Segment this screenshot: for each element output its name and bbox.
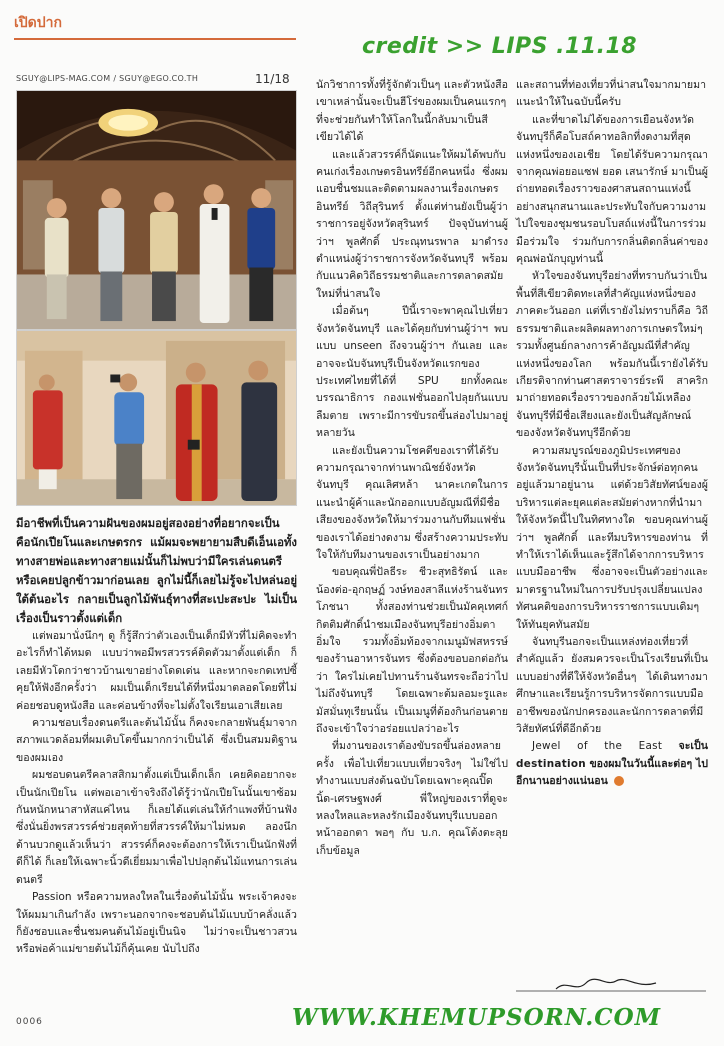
closing-thai-1: จะเป็น xyxy=(678,740,708,753)
page-number: 11/18 xyxy=(255,72,290,86)
closing-thai-2: ของผมในวันนี้และต่อๆ ไปอีกนานอย่างแน่นอน xyxy=(516,757,709,788)
signature-icon xyxy=(516,975,706,997)
body-paragraph: Passion หรือความหลงใหลในเรื่องต้นไม้นั้น พระเจ้าคงจะให้ผมมาเกินกำลัง เพราะนอกจากจะชอบต้นไม้แบบบ้าคลั่งแล้ว ก็ยังชอบและชื่นชมคนต้นไม้อยู่เป็นนิจ ไม่ว่าจะเป็นชาวสวนหรือพ่อค้าแม่ขายต้นไม้ก็คุ้นเคย นับไปถึง xyxy=(16,891,297,956)
body-paragraph: ผมชอบดนตรีคลาสสิกมาตั้งแต่เป็นเด็กเล็ก เคยคิดอยากจะเป็นนักเปียโน แต่พอเอาเข้าจริงถึงได้รู้ว่านักเปียโนนั้นเขาซ้อมกันหนักหนาสาหัสแค่ไหน ก็เลยได้แต่เล่นให้กำแพงที่บ้านฟัง ซึ่งนั่นยิ่งพรสวรรค์ช่วยสุดท้ายที่สวรรค์ให้มาไม่หมด ลองนึกด้านบวกดูแล้วเห็นว่า สวรรค์ก็คงจะต้องการให้เราเป็นนักฟังที่ดีก็ได้ ก็เลยให้เฉพาะนิ้วดีเยี่ยมมาเพื่อไปปลุกต้นไม้แทนการเล่นดนตรี xyxy=(16,769,297,886)
closing-english: Jewel of the East xyxy=(532,740,663,753)
body-paragraph: จันทบุรีนอกจะเป็นแหล่งท่องเที่ยวที่สำคัญแล้ว ยังสมควรจะเป็นโรงเรียนที่เป็นแบบอย่างที่ดีให้จังหวัดอื่นๆ ได้เดินทางมาศึกษาและเรียนรู้การบริหารจัดการแบบมืออาชีพของนักปกครองและนักการตลาดที่มีวิสัยทัศน์ที่ดีอีกด้วย xyxy=(516,636,708,736)
priest-photo-illustration xyxy=(17,331,296,505)
article-column-3 xyxy=(516,77,708,791)
closing-paragraph xyxy=(516,738,708,790)
body-paragraph: นักวิชาการทั้งที่รู้จักตัวเป็นๆ และตัวหนังสือ เขาเหล่านั้นจะเป็นฮีโร่ของผมเป็นคนแรกๆ ที่จะช่วยกันทำให้โลกในนี้กลับมาเป็นสีเขียวได้ได้ xyxy=(316,79,508,144)
body-paragraph: ความชอบเรื่องดนตรีและต้นไม้นั้น ก็คงจะกลายพันธุ์มาจากสภาพแวดล้อมที่ผมเติบโตขึ้นมากกว่าเป็นได้ ซึ่งเป็นสมมติฐานของผมเอง xyxy=(16,717,297,764)
author-emails: SGUY@LIPS-MAG.COM / SGUY@EGO.CO.TH xyxy=(16,74,199,83)
footer-page-code: 0006 xyxy=(16,1017,43,1027)
lead-paragraph: มีอาชีพที่เป็นความฝันของผมอยู่สองอย่างที่อยากจะเป็น คือนักเปียโนและเกษตรกร แม้ผมจะพยายามสืบดีเอ็นเอทั้งทางสายพ่อและทางสายแม่นั้นก็ไม่พบว่ามีใครเล่นดนตรีหรือเคยปลูกข้าวมาก่อนเลย ลูกไม่นี้ก็เลยไม่รู้จะไปหล่นอยู่ใต้ต้นอะไร กลายเป็นลูกไม้พันธุ์ทางที่สะเปะสะปะ ไม่เป็นเรื่องเป็นราวตั้งแต่เด็ก xyxy=(16,516,297,625)
body-paragraph: และยังเป็นความโชคดีของเราที่ได้รับความกรุณาจากท่านพาณิชย์จังหวัดจันทบุรี คุณเลิศหล้า นาคะเกตในการแนะนำผู้ค้าและนักออกแบบอัญมณีที่มีชื่อเสียงของจังหวัดให้มาร่วมงานกับทีมแฟชั่นของเราได้อย่างดงาม ซึ่งสร้างความประทับใจให้กับทีมงานของเราเป็นอย่างมาก xyxy=(316,444,508,561)
body-paragraph: ขอบคุณพี่ปัลธีระ ชีวะสุทธิรัตน์ และน้องต่อ-อุกฤษฏ์ วงษ์ทองสาลีแห่งร้านจันทรโภชนา ทั้งสองท่านช่วยเป็นมัคคุเทศก์กิตติมศักดิ์นำชมเมืองจันทบุรีอย่างอิ่มตาอิ่มใจ รวมทั้งอิ่มท้องจากเมนูมัฟสหรรษ์ของร้านอาหารจันทร ซึ่งต้องขอบอกต่อกันว่า ใครไม่เคยไปทานร้านจันทรจะถือว่าไปไม่ถึงจันทบุรี โดยเฉพาะต้มลอมะรูและมัสมั่นทุเรียนนั้น เป็นเมนูที่ต้องกินก่อนตายถึงจะเข้าใจว่าอร่อยแปลว่าอะไร xyxy=(316,566,509,736)
group-photo xyxy=(16,90,297,330)
body-paragraph: แต่พอมานั่งนึกๆ ดู ก็รู้สึกว่าตัวเองเป็นเด็กมีหัวที่ไม่คิดจะทำอะไรก็ทำได้หมด แบบว่าพอมีพรสวรรค์ติดตัวมาตั้งแต่เด็ก ก็เลยมีหัวโดกว่าชาวบ้านเขาอย่างโดดเด่น และหากจะกดเทปซี้คุยให้ฟังอีกครั้งว่า ผมเป็นเด็กเรียนได้ที่หนึ่งมาตลอดโดยที่ไม่ค่อยชอบดูหนังสือ และค่อนข้างที่จะไม่ตั้งใจเรียนเอาเสียเลย xyxy=(16,630,297,712)
body-paragraph: หัวใจของจันทบุรีอย่างที่ทราบกันว่าเป็นพื้นที่สีเขียวติดทะเลที่สำคัญแห่งหนึ่งของภาคตะวันออก แต่ที่เรายังไม่ทราบก็คือ วิถีธรรมชาติและผลิตผลทางการเกษตรใหม่ๆ รวมทั้งศูนย์กลางการค้าอัญมณีที่สำคัญแห่งหนึ่งของโลก พร้อมกันนี้เรายังได้รับเกียรติจากท่านศาสตราจารย์ระพี สาคริก มาถ่ายทอดเรื่องราวของกล้วยไม้เหลืองจันทบุรีที่มีชื่อเสียงและยังเป็นสัญลักษณ์ของจังหวัดจันทบุรีอีกด้วย xyxy=(516,270,708,440)
body-paragraph: เมื่อต้นๆ ปีนี้เราจะพาคุณไปเที่ยวจังหวัดจันทบุรี และได้คุยกับท่านผู้ว่าฯ พบแบบ unseen ถึงจวนผู้ว่าฯ กันเลย และอาจจะนับจันทบุรีเป็นจังหวัดแรกของประเทศไทยที่ได้ที่ SPU ยกทั้งคณะบรรณาธิการ กองแฟชั่นออกไปลุยกันแบบลืมตาย เพราะมีการขับรถขึ้นล่องไปมาอยู่หลายวัน xyxy=(316,305,508,440)
closing-english-2: destination xyxy=(516,757,586,770)
credit-watermark: credit >> LIPS .11.18 xyxy=(362,34,638,59)
group-photo-illustration xyxy=(17,91,296,329)
body-paragraph: และสถานที่ท่องเที่ยวที่น่าสนใจมากมายมาแนะนำให้ในฉบับนี้ครับ xyxy=(516,79,707,109)
priest-photo xyxy=(16,330,297,506)
body-paragraph: ที่มงานของเราต้องขับรถขึ้นล่องหลายครั้ง เพื่อไปเที่ยวแบบเที่ยวจริงๆ ไม่ใช่ไปทำงานแบบส่งต้นฉบับโดยเฉพาะคุณปิ๊ดนิ้ด-เศรษฐพงศ์ พี่ใหญ่ของเราที่ดูจะหลงใหลและหลงรักเมืองจันทบุรีแบบออกหน้าออกตา พอๆ กับ บ.ก. คุณโต้งตะลุยเก็บข้อมูล xyxy=(316,740,508,857)
body-paragraph: และที่ขาดไม่ได้ของการเยือนจังหวัดจันทบุรีก็คือโบสถ์คาทอลิกที่งดงามที่สุดแห่งหนึ่งของเอเชีย โดยได้รับความกรุณาจากคุณพ่อยอแซฟ ยอด เสนารักษ์ มาเป็นผู้ถ่ายทอดเรื่องราวของศาสนสถานแห่งนี้อย่างสนุกสนานและประทับใจกับความงามไปใจของชุมชนรอบโบสถ์แห่งนี้ในการร่วมมือร่วมใจ ร่วมกับการกลิ่นติดกลิ่นค่าของคุณพ่อนักบุญท่านนี้ xyxy=(516,113,708,266)
body-paragraph: ความสมบูรณ์ของภูมิประเทศของจังหวัดจันทบุรีนั้นเป็นที่ประจักษ์ต่อทุกคนอยู่แล้วมาอยู่นาน แต่ด้วยวิสัยทัศน์ของผู้บริหารแต่ละยุคแต่ละสมัยต่างหากที่นำมาให้จังหวัดนี้ไปในทิศทางใด ขอบคุณท่านผู้ว่าฯ พูลศักดิ์ และทีมบริหารของท่าน ที่ทำให้เราได้เห็นและรู้สึกได้จากการบริหารแบบมืออาชีพ ซึ่งอาจจะเป็นตัวอย่างและมาตรฐานใหม่ในการปรับปรุงเปลี่ยนแปลงทัศนคติของการบริหารราชการแบบเดิมๆ ให้ทันยุคทันสมัย xyxy=(516,444,708,631)
body-paragraph: และแล้วสวรรค์ก็นัดแนะให้ผมได้พบกับคนเก่งเรื่องเกษตรอินทรีย์อีกคนหนึ่ง ซึ่งผมแอบชื่นชมและติดตามผลงานเรื่องเกษตรอินทรีย์ วิถีสุรินทร์ ตั้งแต่ท่านยังเป็นผู้ว่าราชการอยู่จังหวัดสุรินทร์ ปัจจุบันท่านผู้ว่าฯ พูลศักดิ์ ประณุทนรพาล มาดำรงตำแหน่งผู้ว่าราชการจังหวัดจันทบุรี พร้อมกับแนวคิดวิถีธรรมชาติและการตลาดสมัยใหม่ที่น่าสนใจ xyxy=(316,148,508,300)
end-mark-icon xyxy=(614,776,624,786)
article-column-1 xyxy=(16,514,297,959)
header-rule xyxy=(14,38,296,40)
article-column-2 xyxy=(316,77,508,860)
section-label: เปิดปาก xyxy=(14,15,62,31)
website-watermark: WWW.KHEMUPSORN.COM xyxy=(292,1004,662,1031)
